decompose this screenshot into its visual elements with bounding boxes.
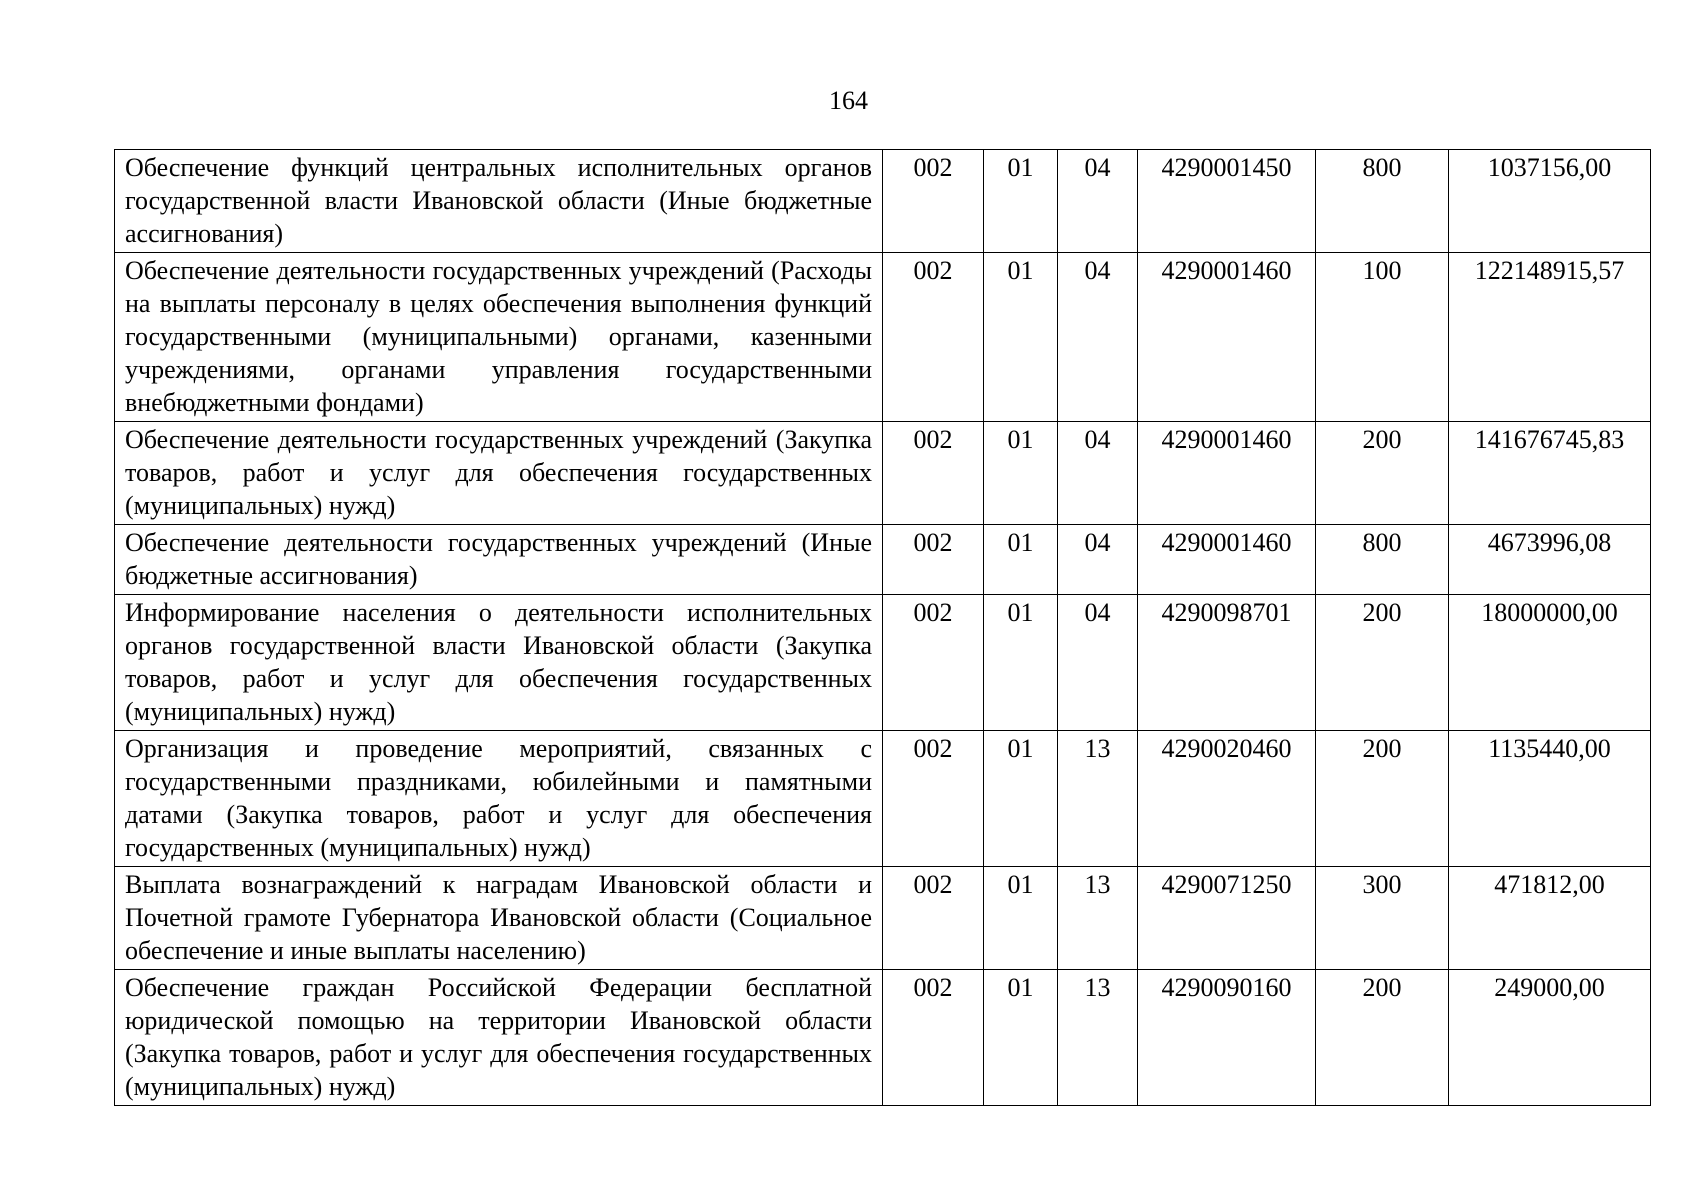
subsection-code: 04 — [1058, 525, 1138, 595]
target-article-code: 4290001460 — [1138, 422, 1316, 525]
section-code: 01 — [984, 970, 1058, 1106]
section-code: 01 — [984, 253, 1058, 422]
amount: 471812,00 — [1449, 867, 1651, 970]
table-row — [115, 731, 1651, 867]
ministry-code: 002 — [883, 253, 984, 422]
expense-type-code: 100 — [1316, 253, 1449, 422]
amount: 18000000,00 — [1449, 595, 1651, 731]
subsection-code: 13 — [1058, 731, 1138, 867]
ministry-code: 002 — [883, 970, 984, 1106]
expense-type-code: 800 — [1316, 150, 1449, 253]
expense-type-code: 200 — [1316, 731, 1449, 867]
ministry-code: 002 — [883, 422, 984, 525]
row-description: Обеспечение деятельности государственных учреждений (Иные бюджетные ассигнования) — [115, 525, 883, 595]
subsection-code: 04 — [1058, 150, 1138, 253]
table-row — [115, 867, 1651, 970]
section-code: 01 — [984, 595, 1058, 731]
ministry-code: 002 — [883, 595, 984, 731]
table-row — [115, 595, 1651, 731]
subsection-code: 04 — [1058, 422, 1138, 525]
subsection-code: 13 — [1058, 970, 1138, 1106]
amount: 1037156,00 — [1449, 150, 1651, 253]
amount: 122148915,57 — [1449, 253, 1651, 422]
row-description: Организация и проведение мероприятий, связанных с государственными праздниками, юбилейными и памятными датами (Закупка товаров, работ и услуг для обеспечения государственных (муниципальных) нужд) — [115, 731, 883, 867]
subsection-code: 13 — [1058, 867, 1138, 970]
row-description: Обеспечение функций центральных исполнительных органов государственной власти Ивановской области (Иные бюджетные ассигнования) — [115, 150, 883, 253]
ministry-code: 002 — [883, 731, 984, 867]
row-description: Обеспечение граждан Российской Федерации бесплатной юридической помощью на территории Ивановской области (Закупка товаров, работ и услуг для обеспечения государственных (муниципальных) нужд) — [115, 970, 883, 1106]
target-article-code: 4290020460 — [1138, 731, 1316, 867]
section-code: 01 — [984, 867, 1058, 970]
table-row — [115, 422, 1651, 525]
page-number: 164 — [829, 86, 868, 115]
target-article-code: 4290001460 — [1138, 253, 1316, 422]
expense-type-code: 200 — [1316, 970, 1449, 1106]
amount: 249000,00 — [1449, 970, 1651, 1106]
target-article-code: 4290001460 — [1138, 525, 1316, 595]
table-row — [115, 525, 1651, 595]
subsection-code: 04 — [1058, 253, 1138, 422]
target-article-code: 4290071250 — [1138, 867, 1316, 970]
target-article-code: 4290098701 — [1138, 595, 1316, 731]
section-code: 01 — [984, 731, 1058, 867]
expense-type-code: 800 — [1316, 525, 1449, 595]
amount: 1135440,00 — [1449, 731, 1651, 867]
ministry-code: 002 — [883, 867, 984, 970]
table-row — [115, 970, 1651, 1106]
ministry-code: 002 — [883, 525, 984, 595]
row-description: Выплата вознаграждений к наградам Ивановской области и Почетной грамоте Губернатора Ивановской области (Социальное обеспечение и иные выплаты населению) — [115, 867, 883, 970]
table-row — [115, 253, 1651, 422]
expense-type-code: 200 — [1316, 595, 1449, 731]
section-code: 01 — [984, 525, 1058, 595]
subsection-code: 04 — [1058, 595, 1138, 731]
row-description: Обеспечение деятельности государственных учреждений (Закупка товаров, работ и услуг для обеспечения государственных (муниципальных) нужд) — [115, 422, 883, 525]
expense-type-code: 300 — [1316, 867, 1449, 970]
budget-table — [114, 149, 1651, 1106]
section-code: 01 — [984, 422, 1058, 525]
expense-type-code: 200 — [1316, 422, 1449, 525]
target-article-code: 4290001450 — [1138, 150, 1316, 253]
ministry-code: 002 — [883, 150, 984, 253]
amount: 141676745,83 — [1449, 422, 1651, 525]
amount: 4673996,08 — [1449, 525, 1651, 595]
section-code: 01 — [984, 150, 1058, 253]
row-description: Информирование населения о деятельности исполнительных органов государственной власти Ивановской области (Закупка товаров, работ и услуг для обеспечения государственных (муниципальных) нужд) — [115, 595, 883, 731]
row-description: Обеспечение деятельности государственных учреждений (Расходы на выплаты персоналу в целях обеспечения выполнения функций государственными (муниципальными) органами, казенными учреждениями, органами управления государственными внебюджетными фондами) — [115, 253, 883, 422]
table-row — [115, 150, 1651, 253]
target-article-code: 4290090160 — [1138, 970, 1316, 1106]
